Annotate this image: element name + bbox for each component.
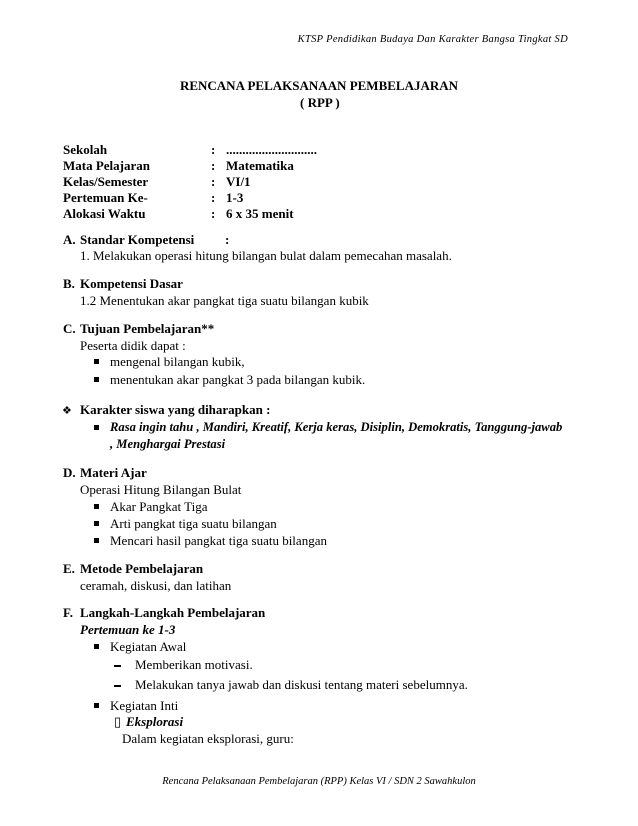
eksplorasi-text: Dalam kegiatan eksplorasi, guru: <box>122 731 294 746</box>
dash-bullet-icon <box>114 685 121 687</box>
section-b-title: Kompetensi Dasar <box>80 276 183 291</box>
square-bullet-icon <box>94 377 99 382</box>
running-header: KTSP Pendidikan Budaya Dan Karakter Bangsa Tingkat SD <box>297 34 568 45</box>
section-c-title: Tujuan Pembelajaran** <box>80 321 215 336</box>
section-f-title: Langkah-Langkah Pembelajaran <box>80 605 266 620</box>
list-item: Melakukan tanya jawab dan diskusi tentang materi sebelumnya. <box>135 677 468 692</box>
section-e-letter: E. <box>63 561 75 576</box>
identity-colon: : <box>211 142 216 157</box>
identity-label: Pertemuan Ke- <box>63 190 148 205</box>
doc-title: RENCANA PELAKSANAAN PEMBELAJARAN <box>179 78 459 93</box>
list-item: Mencari hasil pangkat tiga suatu bilangan <box>110 533 327 548</box>
section-c-letter: C. <box>63 321 76 336</box>
section-c-intro: Peserta didik dapat : <box>80 338 186 353</box>
dash-bullet-icon <box>114 665 121 667</box>
karakter-values-continued: , Menghargai Prestasi <box>110 437 226 451</box>
section-a-item: 1. Melakukan operasi hitung bilangan bulat dalam pemecahan masalah. <box>80 248 452 263</box>
section-e-text: ceramah, diskusi, dan latihan <box>80 578 232 593</box>
square-bullet-icon <box>94 538 99 543</box>
square-bullet-icon <box>94 425 99 430</box>
section-f-letter: F. <box>63 605 73 620</box>
identity-label: Mata Pelajaran <box>63 158 151 173</box>
section-d-title: Materi Ajar <box>80 465 147 480</box>
section-a-letter: A. <box>63 232 76 247</box>
page-footer: Rencana Pelaksanaan Pembelajaran (RPP) Kelas VI / SDN 2 Sawahkulon <box>162 776 476 787</box>
section-a-colon: : <box>225 232 230 247</box>
kegiatan-awal-label: Kegiatan Awal <box>110 639 187 654</box>
square-bullet-icon <box>94 504 99 509</box>
square-bullet-icon <box>94 644 99 649</box>
square-bullet-icon <box>94 703 99 708</box>
identity-value: Matematika <box>226 158 294 173</box>
square-bullet-icon <box>94 521 99 526</box>
identity-colon: : <box>211 158 216 173</box>
identity-colon: : <box>211 174 216 189</box>
section-a-title: Standar Kompetensi <box>80 232 195 247</box>
identity-label: Sekolah <box>63 142 108 157</box>
list-item: Memberikan motivasi. <box>135 657 253 672</box>
identity-label: Kelas/Semester <box>63 174 149 189</box>
karakter-title: Karakter siswa yang diharapkan : <box>80 402 271 417</box>
list-item: Akar Pangkat Tiga <box>110 499 208 514</box>
identity-value: ............................ <box>226 142 317 157</box>
section-b-letter: B. <box>63 276 75 291</box>
identity-label: Alokasi Waktu <box>63 206 146 221</box>
karakter-values: Rasa ingin tahu , Mandiri, Kreatif, Kerja keras, Disiplin, Demokratis, Tanggung-jawab <box>110 420 563 434</box>
kegiatan-inti-label: Kegiatan Inti <box>110 698 179 713</box>
section-d-letter: D. <box>63 465 76 480</box>
square-bullet-icon <box>94 359 99 364</box>
box-marker-icon: ▯ <box>114 714 122 729</box>
diamond-bullet-icon: ❖ <box>62 405 72 417</box>
identity-colon: : <box>211 190 216 205</box>
list-item: menentukan akar pangkat 3 pada bilangan kubik. <box>110 372 366 387</box>
section-d-intro: Operasi Hitung Bilangan Bulat <box>80 482 242 497</box>
doc-subtitle: ( RPP ) <box>300 95 340 110</box>
identity-value: 1-3 <box>226 190 244 205</box>
identity-value: VI/1 <box>226 174 251 189</box>
meeting-label: Pertemuan ke 1-3 <box>80 622 176 637</box>
list-item: Arti pangkat tiga suatu bilangan <box>110 516 277 531</box>
section-e-title: Metode Pembelajaran <box>80 561 204 576</box>
section-b-item: 1.2 Menentukan akar pangkat tiga suatu bilangan kubik <box>80 293 369 308</box>
identity-colon: : <box>211 206 216 221</box>
list-item: mengenal bilangan kubik, <box>110 354 245 369</box>
identity-value: 6 x 35 menit <box>226 206 294 221</box>
eksplorasi-label: Eksplorasi <box>126 714 184 729</box>
